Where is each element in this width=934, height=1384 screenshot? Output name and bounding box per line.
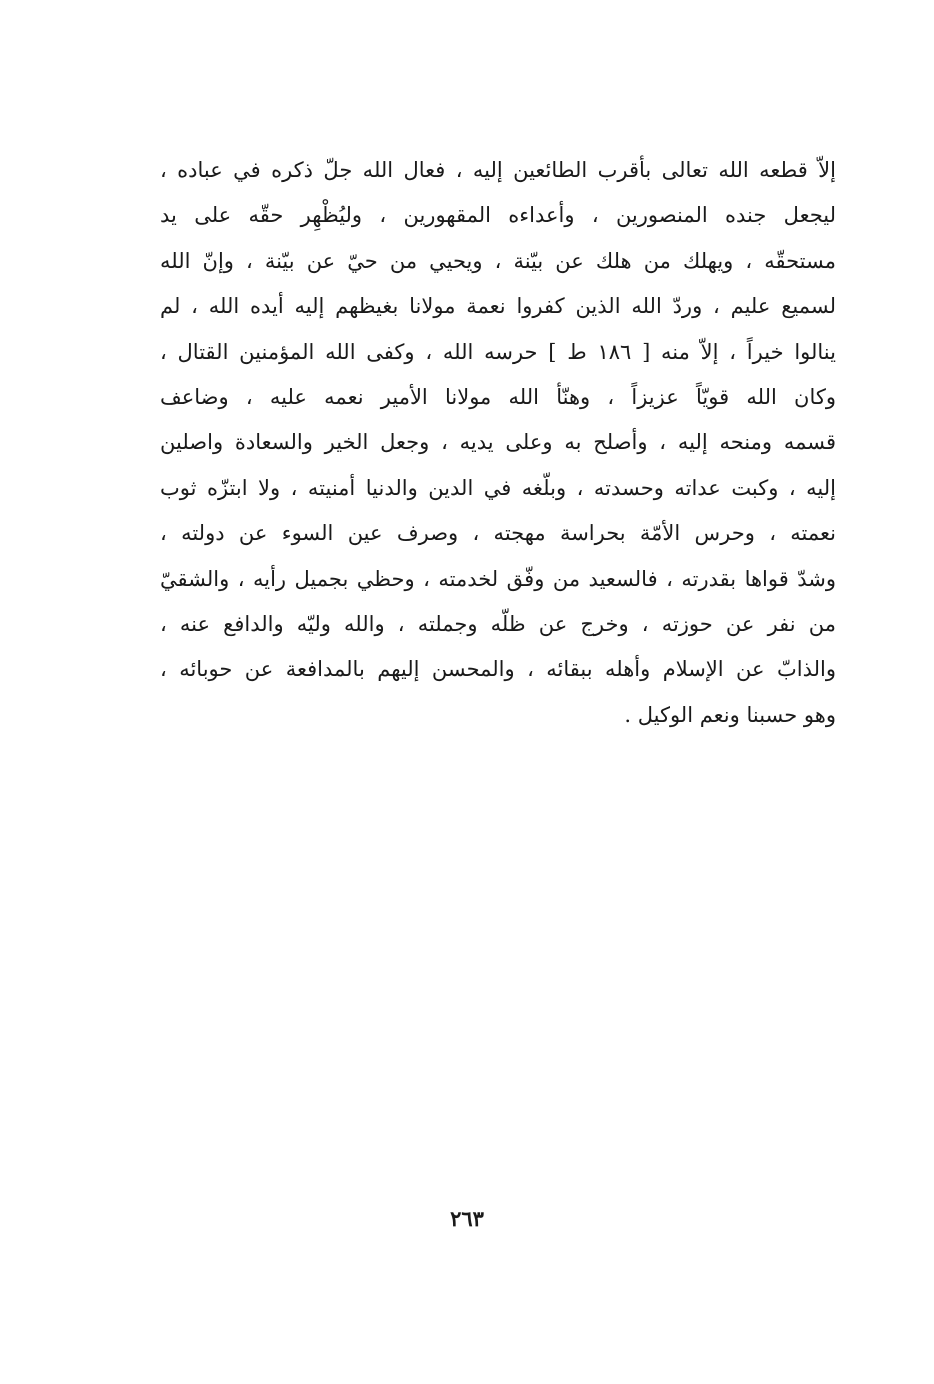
text-line: لسميع عليم ، وردّ الله الذين كفروا نعمة مولانا بغيظهم إليه أيده الله ، لم (160, 294, 836, 319)
text-line: قسمه ومنحه إليه ، وأصلح به وعلى يديه ، وجعل الخير والسعادة واصلين (160, 430, 836, 455)
text-line: من نفر عن حوزته ، وخرج عن ظلّه وجملته ، والله وليّه والدافع عنه ، (160, 611, 836, 636)
page-number: ٢٦٣ (450, 1206, 484, 1231)
text-line: والذابّ عن الإسلام وأهله ببقائه ، والمحسن إليهم بالمدافعة عن حوبائه ، (160, 657, 836, 682)
text-line: إلاّ قطعه الله تعالى بأقرب الطائعين إليه ، فعال الله جلّ ذكره في عباده ، (160, 158, 836, 182)
text-line: وشدّ قواها بقدرته ، فالسعيد من وفّق لخدمته ، وحظي بجميل رأيه ، والشقيّ (160, 566, 836, 591)
body-text (160, 148, 836, 738)
text-line: نعمته ، وحرس الأمّة بحراسة مهجته ، وصرف عين السوء عن دولته ، (160, 521, 836, 546)
text-line: وكان الله قويّاً عزيزاً ، وهنّأ الله مولانا الأمير نعمه عليه ، وضاعف (160, 384, 836, 409)
text-line: مستحقّه ، ويهلك من هلك عن بيّنة ، ويحيي من حيّ عن بيّنة ، وإنّ الله (160, 248, 836, 273)
text-line: ينالوا خيراً ، إلاّ منه [ ١٨٦ ط ] حرسه الله ، وكفى الله المؤمنين القتال ، (160, 339, 836, 364)
text-line: ليجعل جنده المنصورين ، وأعداءه المقهورين ، وليُظْهِر حقّه على يد (160, 203, 836, 228)
text-line-last: وهو حسبنا ونعم الوكيل . (624, 702, 836, 727)
text-line: إليه ، وكبت عداته وحسدته ، وبلّغه في الدين والدنيا أمنيته ، ولا ابتزّه ثوب (160, 475, 836, 500)
